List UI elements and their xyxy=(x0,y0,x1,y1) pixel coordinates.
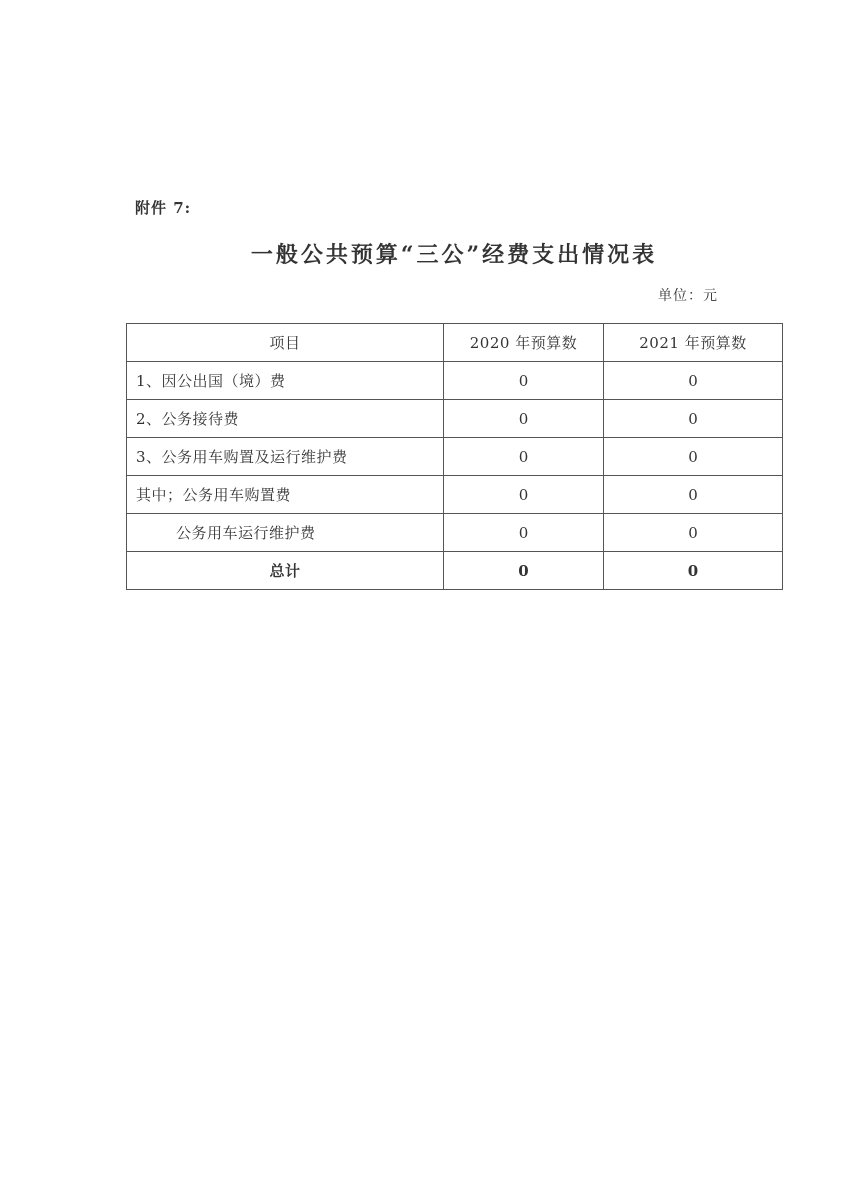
value-2021-cell: 0 xyxy=(604,362,783,400)
attachment-label: 附件 7: xyxy=(135,199,192,217)
table-row xyxy=(127,438,783,476)
value-2020-cell: 0 xyxy=(444,438,604,476)
item-cell: 3、公务用车购置及运行维护费 xyxy=(127,438,444,476)
table-row xyxy=(127,400,783,438)
header-2020-budget: 2020 年预算数 xyxy=(444,324,604,362)
table-header-row xyxy=(127,324,783,362)
table-row xyxy=(127,552,783,590)
value-2021-cell: 0 xyxy=(604,400,783,438)
header-item: 项目 xyxy=(127,324,444,362)
value-2021-cell: 0 xyxy=(604,552,783,590)
item-cell: 总计 xyxy=(127,552,444,590)
table-header xyxy=(127,324,783,362)
value-2021-cell: 0 xyxy=(604,476,783,514)
table-body xyxy=(127,362,783,590)
value-2021-cell: 0 xyxy=(604,438,783,476)
item-cell: 1、因公出国（境）费 xyxy=(127,362,444,400)
item-cell: 公务用车运行维护费 xyxy=(127,514,444,552)
table-row xyxy=(127,514,783,552)
table-row xyxy=(127,362,783,400)
value-2020-cell: 0 xyxy=(444,476,604,514)
table-row xyxy=(127,476,783,514)
header-2021-budget: 2021 年预算数 xyxy=(604,324,783,362)
item-cell: 其中；公务用车购置费 xyxy=(127,476,444,514)
unit-label: 单位：元 xyxy=(658,288,718,304)
item-cell: 2、公务接待费 xyxy=(127,400,444,438)
value-2020-cell: 0 xyxy=(444,362,604,400)
value-2020-cell: 0 xyxy=(444,552,604,590)
page-title: 一般公共预算“三公”经费支出情况表 xyxy=(250,242,658,268)
value-2020-cell: 0 xyxy=(444,514,604,552)
value-2020-cell: 0 xyxy=(444,400,604,438)
budget-table xyxy=(126,323,783,590)
value-2021-cell: 0 xyxy=(604,514,783,552)
